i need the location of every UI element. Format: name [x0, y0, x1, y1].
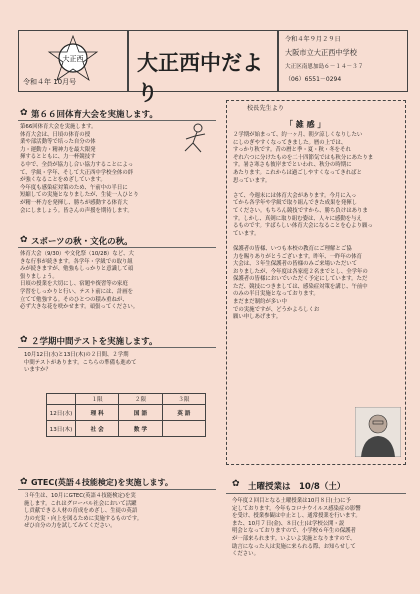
- table-cell: １限: [76, 394, 119, 405]
- principal-heading: 校長先生より: [247, 105, 285, 112]
- table-row: [47, 394, 206, 405]
- section-header-sports-day: [18, 107, 216, 121]
- runner-illustration-icon: [178, 122, 212, 156]
- midterm-body: 10月12日(水)と13日(木)の２日間、２学期 中間テストがあります。こちらの準備も進めて いますか？: [24, 352, 137, 374]
- gtec-body: ３年生は、10月にGTEC(英語４技能検定)を実 施します。これはグローバル社会において活躍 し貢献できる人材の育成をめざし、生徒の英語 力の充実・向上を図るために実施するものです。 ぜひ自分の力を試してみてください。: [24, 493, 143, 530]
- header-badge-box: [18, 30, 128, 92]
- table-cell: ３限: [162, 394, 205, 405]
- principal-body: ２学期が始まって、約一ヶ月、朝夕涼しくなりしたい にしのぎやすくなってきました。暦の上では、 すっかり秋です。昔の暦と季・夏・秋・冬をそれ ぞれ六つに分けたものを二十四節気ではも秋分にあたりま す。暑さ寒さも彼岸までといわれ、秋分の時期に あたります。これからは過ごしやすくなってきればと 思っています。 さて、今週末には体育大会があります。今月に入っ てから各学年や学級で取り組んできた成果を発揮し てください。もちろん競技ですから、勝ち負けはありま す。しかし、真剣に取り組む姿は、人々に感動を与え るものです。すばらしい体育大会になることを心より願っ ています。 保護者の皆様、いつも本校の教育にご理解とご協 力を賜りありがとうございます。昨年、一昨年の体育 大会は、３年生保護者の皆様のみご来場いただいて おりましたが、今年度は各家庭２名までとし、全学年の 保護者の皆様においでいただく予定にしています。ただ ただ、競技につきましては、感染症対策を講じ、午前中 のみの半日実施となっております。 まだまだ制約が多い中 での実施ですが、どうかよろしくお 願い申しあげます。: [233, 132, 374, 321]
- table-cell: [162, 421, 205, 437]
- section-title-autumn: スポーツの秋・文化の秋。: [31, 237, 133, 247]
- newsletter-title: 大正西中だより: [137, 50, 263, 105]
- table-row: [47, 421, 206, 437]
- section-title-saturday: 土曜授業は 10/8（土）: [248, 482, 346, 492]
- title-box: [128, 30, 278, 105]
- section-header-gtec: [18, 476, 216, 490]
- sports-day-body: 第66回体育大会を実施します。 体育大会は、日頃の体育の授 業や部活動等で培った自分の体 力・運動力・精神力を最大限発 揮するとともに、力一杯競技す る中で、全員が協力し合い協力することによっ て、学級・学年、そして大正西中学校全体の絆 が強くなることをめざしています。 今年度も感染症対策のため、午前中の半日に 短縮しての実施となりましたが、生徒一人ひとり が精一杯力を発揮し、勝ちが感動する体育大 会にしましょう。皆さんの声援を期待します。: [20, 124, 139, 214]
- table-cell: [47, 394, 76, 405]
- emblem-text: 大正西: [62, 55, 84, 63]
- section-header-midterm: [18, 334, 216, 348]
- table-cell: 数 学: [119, 421, 162, 437]
- issue-label: 令和４年 10月号: [23, 78, 77, 86]
- table-cell: 国 語: [119, 405, 162, 421]
- school-address: 大正区南恩加島６－１４－３７: [285, 64, 364, 70]
- school-phone: （06）6551－0294: [285, 76, 342, 83]
- principal-portrait-icon: [355, 407, 401, 457]
- flower-icon: ✿: [20, 335, 28, 345]
- exam-schedule-table: [46, 393, 206, 437]
- table-cell: ２限: [119, 394, 162, 405]
- school-info-box: [278, 30, 408, 92]
- table-cell: 12日(水): [47, 405, 76, 421]
- table-cell: 社 会: [76, 421, 119, 437]
- table-cell: 13日(木): [47, 421, 76, 437]
- section-header-saturday: [226, 478, 406, 494]
- autumn-body: 体育大会（9/30）や文化祭（10/28）など、大 きな行事が続きます。各学年・学級での取り組 みが続きますが、勉強もしっかりと意識して頑 張りましょう。 日頃の授業を大切にし、宿題や復習等の家庭 学習をしっかりと行い、テスト前には、計画を 立てて勉強する。そのひとつの積み重ねが、 必ず大きな花を咲かせます。頑張ってください。: [20, 251, 139, 311]
- flower-icon: ✿: [232, 479, 240, 489]
- issue-date: 令和４年９月２９日: [285, 36, 341, 43]
- table-row: [47, 405, 206, 421]
- school-emblem-icon: [43, 34, 103, 84]
- principal-message-box: [226, 100, 406, 465]
- section-title-midterm: ２学期中間テストを実施します。: [31, 337, 158, 347]
- section-header-autumn: [18, 234, 216, 248]
- saturday-body: 今年度２回目となる土曜授業は10月８日(土)に予 定しております。今年もコロナウイルス感染症の影響 を受け、授業参観は中止とし、通常授業を行います。 また、10月７日(金)、８日(土)は学校公開・説 明会となっておりますので、小学校６年生の保護者 が一部来られます。いよいよ実施となりますので、 助言になった人は実施に来られる際、お知らせして ください。: [232, 498, 361, 558]
- table-cell: 理 科: [76, 405, 119, 421]
- table-cell: 英 語: [162, 405, 205, 421]
- section-title-sports-day: 第６６回体育大会を実施します。: [31, 110, 158, 120]
- flower-icon: ✿: [20, 477, 28, 487]
- flower-icon: ✿: [20, 108, 28, 118]
- principal-subject: 「 雑 感 」: [285, 120, 326, 129]
- section-title-gtec: GTEC(英語４技能検定)を実施します。: [31, 478, 173, 487]
- flower-icon: ✿: [20, 235, 28, 245]
- school-name: 大阪市立大正西中学校: [285, 48, 357, 57]
